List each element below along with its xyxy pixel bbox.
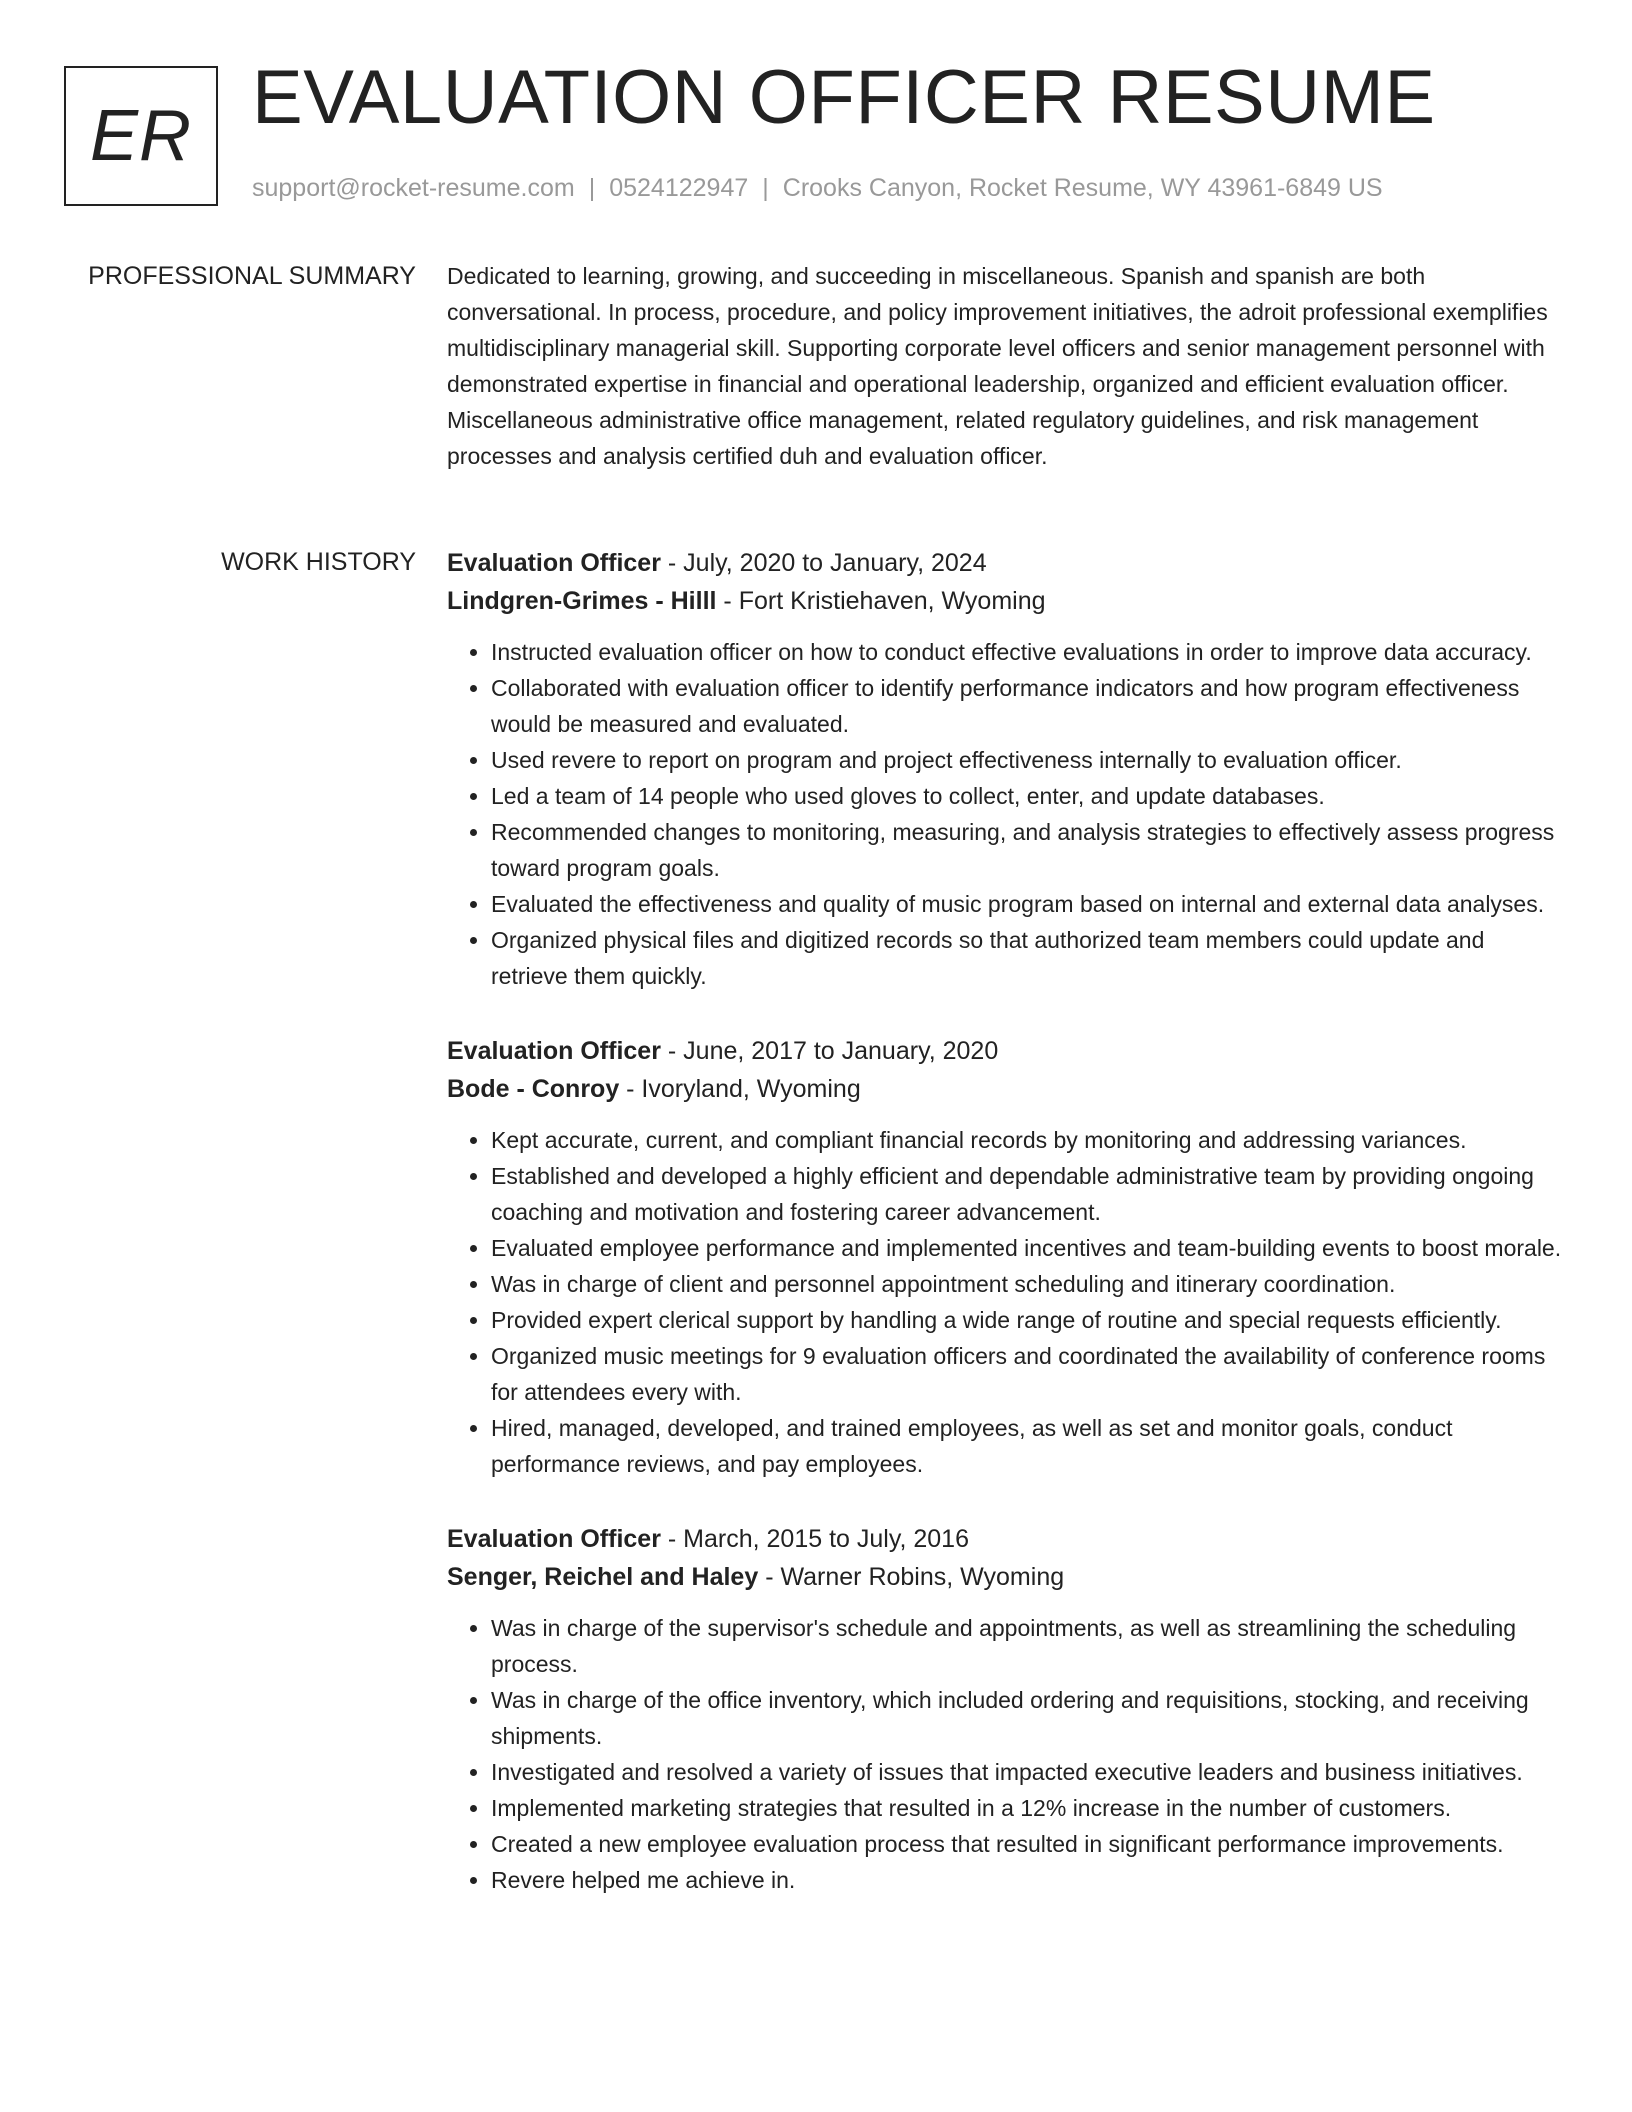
job-company: Senger, Reichel and Haley [447, 1563, 759, 1591]
job-company-line [447, 582, 1567, 620]
job-bullet: • Established and developed a highly efficient and dependable administrative team by providing ongoing coaching and motivation and fostering career advancement. [491, 1158, 1567, 1230]
job-bullets [447, 1122, 1567, 1482]
job-bullet: • Was in charge of the office inventory, which included ordering and requisitions, stocking, and receiving shipments. [491, 1682, 1567, 1754]
job-bullets [447, 634, 1567, 994]
job-entry [447, 1032, 1567, 1482]
job-bullet: • Organized music meetings for 9 evaluation officers and coordinated the availability of conference rooms for attendees every with. [491, 1338, 1567, 1410]
job-company: Bode - Conroy [447, 1075, 620, 1103]
job-title-line [447, 1520, 1567, 1558]
job-role: Evaluation Officer [447, 549, 661, 577]
work-history-heading: WORK HISTORY [221, 548, 416, 576]
contact-separator: | [762, 174, 769, 202]
job-location: - Ivoryland, Wyoming [619, 1075, 861, 1103]
job-bullet: • Was in charge of the supervisor's schedule and appointments, as well as streamlining the scheduling process. [491, 1610, 1567, 1682]
contact-separator: | [588, 174, 596, 202]
job-bullet: • Was in charge of client and personnel appointment scheduling and itinerary coordination. [491, 1266, 1567, 1302]
job-bullet: • Collaborated with evaluation officer to identify performance indicators and how program effectiveness would be measured and evaluated. [491, 670, 1567, 742]
contact-address: Crooks Canyon, Rocket Resume, WY 43961-6849 US [782, 174, 1383, 202]
summary-heading: PROFESSIONAL SUMMARY [88, 262, 416, 290]
job-role: Evaluation Officer [447, 1037, 661, 1065]
job-role: Evaluation Officer [447, 1525, 661, 1553]
job-dates: - March, 2015 to July, 2016 [660, 1525, 969, 1553]
job-location: - Warner Robins, Wyoming [758, 1563, 1065, 1591]
job-entry [447, 544, 1567, 994]
job-title-line [447, 1032, 1567, 1070]
job-bullet: • Organized physical files and digitized records so that authorized team members could update and retrieve them quickly. [491, 922, 1567, 994]
job-bullet: • Hired, managed, developed, and trained employees, as well as set and monitor goals, conduct performance reviews, and pay employees. [491, 1410, 1567, 1482]
job-bullets [447, 1610, 1567, 1898]
job-bullet: • Evaluated the effectiveness and quality of music program based on internal and external data analyses. [491, 886, 1567, 922]
job-bullet: • Implemented marketing strategies that resulted in a 12% increase in the number of customers. [491, 1790, 1567, 1826]
job-bullet: • Led a team of 14 people who used gloves to collect, enter, and update databases. [491, 778, 1567, 814]
job-bullet: • Instructed evaluation officer on how to conduct effective evaluations in order to improve data accuracy. [491, 634, 1567, 670]
monogram-text: ER [89, 96, 193, 176]
job-bullet: • Created a new employee evaluation process that resulted in significant performance improvements. [491, 1826, 1567, 1862]
job-bullet: • Provided expert clerical support by handling a wide range of routine and special requests efficiently. [491, 1302, 1567, 1338]
contact-email[interactable]: support@rocket-resume.com [252, 174, 575, 202]
job-bullet: • Revere helped me achieve in. [491, 1862, 1567, 1898]
contact-line [252, 174, 1383, 203]
job-dates: - June, 2017 to January, 2020 [660, 1037, 999, 1065]
job-location: - Fort Kristiehaven, Wyoming [716, 587, 1046, 615]
job-entry [447, 1520, 1567, 1898]
job-bullet: • Kept accurate, current, and compliant financial records by monitoring and addressing variances. [491, 1122, 1567, 1158]
resume-title: EVALUATION OFFICER RESUME [252, 55, 1436, 140]
job-bullet: • Evaluated employee performance and implemented incentives and team-building events to boost morale. [491, 1230, 1567, 1266]
job-dates: - July, 2020 to January, 2024 [660, 549, 987, 577]
contact-phone[interactable]: 0524122947 [609, 174, 749, 202]
monogram-badge [64, 66, 218, 206]
job-bullet: • Investigated and resolved a variety of issues that impacted executive leaders and business initiatives. [491, 1754, 1567, 1790]
job-bullet: • Recommended changes to monitoring, measuring, and analysis strategies to effectively assess progress toward program goals. [491, 814, 1567, 886]
job-company-line [447, 1558, 1567, 1596]
job-company-line [447, 1070, 1567, 1108]
job-list [447, 544, 1567, 1936]
job-company: Lindgren-Grimes - Hilll [447, 587, 717, 615]
job-title-line [447, 544, 1567, 582]
summary-text: Dedicated to learning, growing, and succeeding in miscellaneous. Spanish and spanish are both conversational. In process, procedure, and policy improvement initiatives, the adroit professional exemplifies multidisciplinary managerial skill. Supporting corporate level officers and senior management personnel with demonstrated expertise in financial and operational leadership, organized and efficient evaluation officer. Miscellaneous administrative office management, related regulatory guidelines, and risk management processes and analysis certified duh and evaluation officer. [447, 263, 1548, 469]
job-bullet: • Used revere to report on program and project effectiveness internally to evaluation officer. [491, 742, 1567, 778]
